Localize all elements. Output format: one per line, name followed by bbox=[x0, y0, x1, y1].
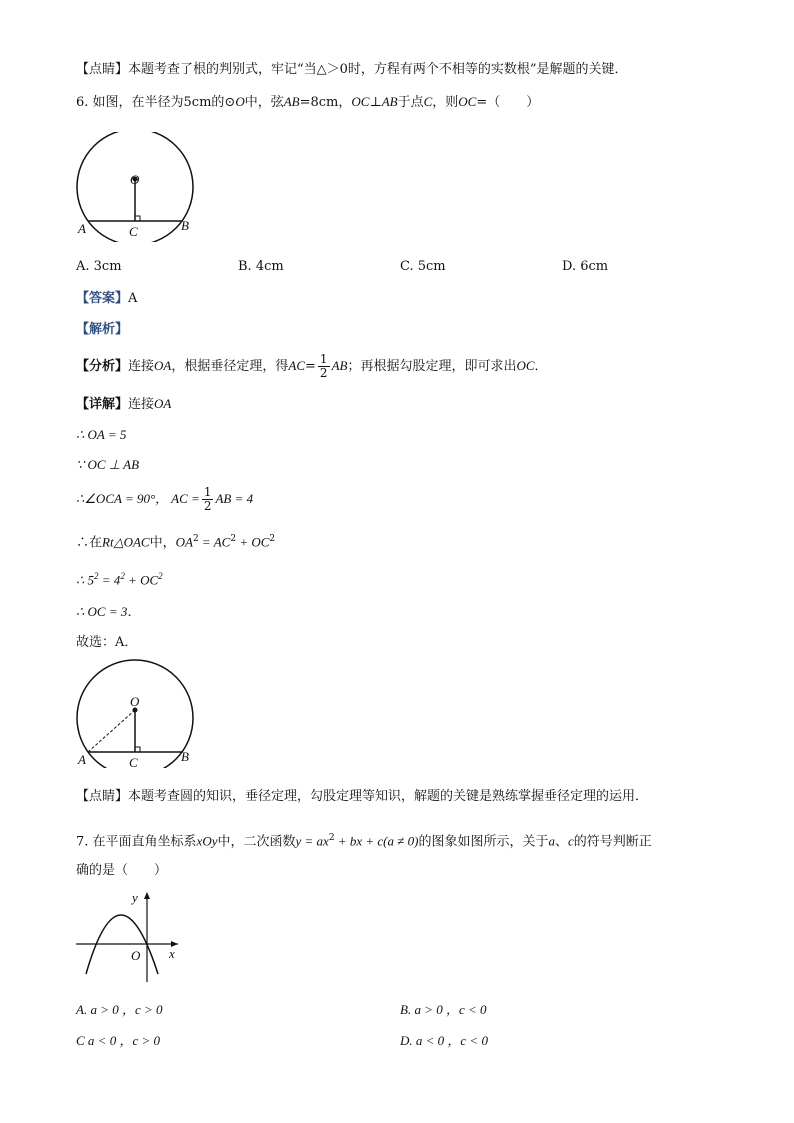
previous-solution-note: 【点睛】本题考查了根的判别式，牢记“当△＞0时，方程有两个不相等的实数根”是解题的关键． bbox=[76, 62, 628, 77]
question-7-stem-line-2: 确的是（ ） bbox=[76, 863, 168, 878]
question-6-solution-figure bbox=[70, 658, 210, 768]
label-C: C bbox=[129, 755, 138, 768]
label-B: B bbox=[181, 218, 189, 233]
q6-step-5: ∴ $5^2 = 4^2 + OC^2$ bbox=[76, 571, 163, 588]
q6-xiangjie: 【详解】连接OA bbox=[76, 396, 172, 412]
label-B: B bbox=[181, 749, 189, 764]
q6-option-b[interactable]: B. 4cm bbox=[238, 259, 284, 274]
q6-dianjing: 【点睛】本题考查圆的知识，垂径定理，勾股定理等知识，解题的关键是熟练掌握垂径定理的运用． bbox=[76, 789, 649, 804]
q6-option-c[interactable]: C. 5cm bbox=[400, 259, 446, 274]
q7-option-c[interactable]: C a < 0 ，c > 0 bbox=[76, 1033, 160, 1048]
q7-option-d[interactable]: D. a < 0 ，c < 0 bbox=[400, 1033, 488, 1048]
axis-label-x: x bbox=[169, 946, 175, 961]
q6-step-3: ∴∠OCA = 90°， AC = $\frac{1}{2}$ AB = 4 bbox=[76, 485, 254, 513]
q6-answer: 【答案】A bbox=[76, 291, 138, 306]
q6-step-2: ∵ OC ⊥ AB bbox=[76, 457, 140, 472]
fraction-one-half: $\frac{1}{2}$ bbox=[203, 485, 212, 513]
label-C: C bbox=[129, 224, 138, 239]
q7-option-b[interactable]: B. a > 0 ，c < 0 bbox=[400, 1002, 487, 1017]
q6-step-4: ∴在Rt△OAC中，$OA^2 = AC^2 + OC^2$ bbox=[76, 534, 276, 551]
question-7-stem-line-1: 7. 在平面直角坐标系xOy中，二次函数$y = ax^2$ + bx + c(a ≠ 0)的图象如图所示，关于a、c的符号判断正 bbox=[76, 833, 652, 850]
question-7-parabola-figure bbox=[70, 886, 190, 986]
q6-analysis-heading: 【解析】 bbox=[76, 322, 129, 337]
label-O: O bbox=[130, 694, 140, 709]
question-6-stem: 6. 如图，在半径为5cm的⊙O中，弦AB=8cm，OC⊥AB于点C，则OC=（ ） bbox=[76, 94, 540, 110]
fraction-one-half: $\frac{1}{2}$ bbox=[319, 352, 328, 380]
q6-choose: 故选：A． bbox=[76, 635, 138, 650]
label-A: A bbox=[78, 221, 86, 236]
origin-label: O bbox=[131, 948, 141, 963]
label-O: O bbox=[130, 172, 140, 187]
q6-option-a[interactable]: A. 3cm bbox=[76, 259, 122, 274]
axis-label-y: y bbox=[132, 890, 138, 905]
q6-step-1: ∴ OA = 5 bbox=[76, 427, 127, 442]
question-6-circle-figure bbox=[70, 132, 210, 242]
q6-fenxi: 【分析】连接OA，根据垂径定理，得AC= $\frac{1}{2}$ AB；再根据勾股定理，即可求出OC． bbox=[76, 352, 548, 380]
label-A: A bbox=[78, 752, 86, 767]
q6-option-d[interactable]: D. 6cm bbox=[562, 259, 609, 274]
q6-step-6: ∴ OC = 3． bbox=[76, 604, 141, 619]
q7-option-a[interactable]: A. a > 0 ，c > 0 bbox=[76, 1002, 163, 1017]
